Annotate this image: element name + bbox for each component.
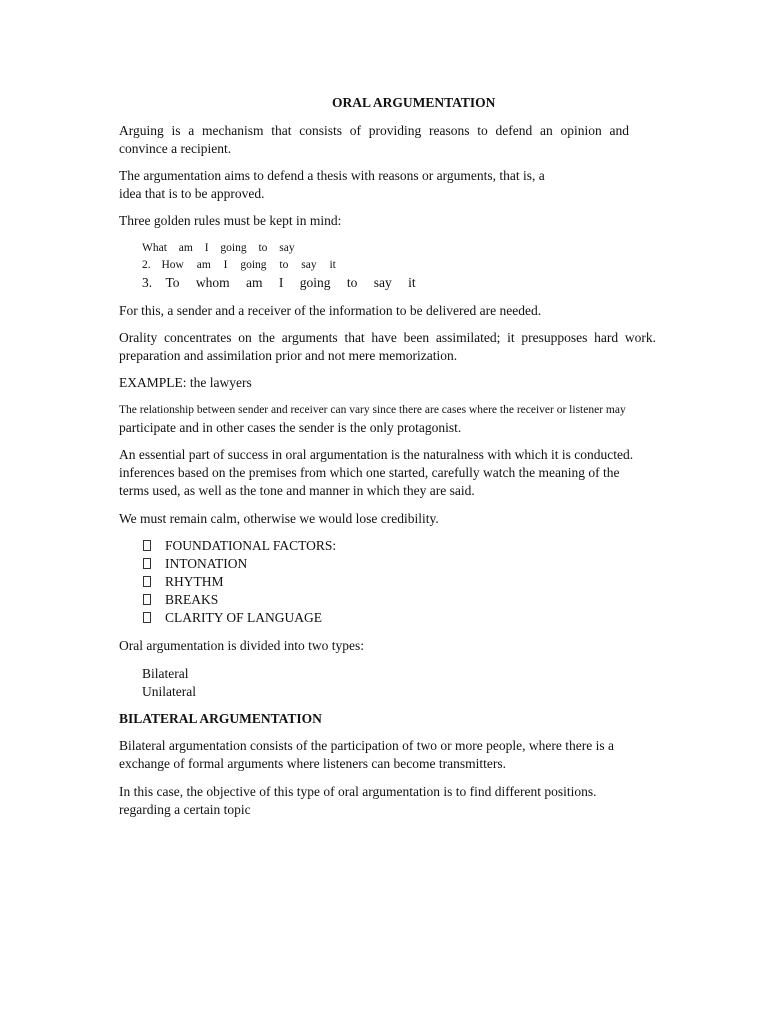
factor-label: RHYTHM: [165, 574, 224, 589]
factor-item-5: [143, 609, 322, 627]
paragraph-success-line1: An essential part of success in oral argumentation is the naturalness with which it is conducted.: [119, 447, 634, 462]
factor-label: FOUNDATIONAL FACTORS:: [165, 538, 337, 553]
paragraph-objective-line1: In this case, the objective of this type of oral argumentation is to find different positions.: [119, 784, 597, 799]
bullet-icon: [143, 594, 151, 605]
paragraph-success-line2: inferences based on the premises from which one started, carefully watch the meaning of the: [119, 465, 620, 480]
factor-item-2: [143, 555, 247, 573]
page-title: ORAL ARGUMENTATION: [332, 95, 496, 110]
paragraph-aim-line2: idea that is to be approved.: [119, 186, 265, 201]
paragraph-objective-line2: regarding a certain topic: [119, 802, 251, 817]
section-heading-bilateral: BILATERAL ARGUMENTATION: [119, 711, 322, 726]
factor-item-4: [143, 591, 218, 609]
paragraph-success-line3: terms used, as well as the tone and manner in which they are said.: [119, 483, 475, 498]
factor-label: CLARITY OF LANGUAGE: [165, 610, 322, 625]
paragraph-example: EXAMPLE: the lawyers: [119, 375, 252, 390]
bullet-icon: [143, 612, 151, 623]
paragraph-definition-line1: Arguing is a mechanism that consists of providing reasons to defend an opinion and: [119, 123, 629, 138]
bullet-icon: [143, 540, 151, 551]
rule-text-3: To whom am I going to say it: [165, 275, 416, 290]
bullet-icon: [143, 576, 151, 587]
paragraph-relationship-line2: participate and in other cases the sender is the only protagonist.: [119, 420, 462, 435]
factor-item-1: [143, 537, 336, 555]
rule-number-2: 2.: [142, 259, 151, 271]
type-item-bilateral: Bilateral: [142, 666, 189, 681]
paragraph-sender-receiver: For this, a sender and a receiver of the information to be delivered are needed.: [119, 303, 542, 318]
paragraph-bilateral-line1: Bilateral argumentation consists of the participation of two or more people, where there is a: [119, 738, 614, 753]
factor-label: INTONATION: [165, 556, 248, 571]
paragraph-rules-intro: Three golden rules must be kept in mind:: [119, 213, 342, 228]
paragraph-orality-line2: preparation and assimilation prior and not mere memorization.: [119, 348, 458, 363]
paragraph-types-intro: Oral argumentation is divided into two types:: [119, 638, 364, 653]
rule-item-1: What am I going to say: [142, 242, 295, 254]
rule-number-3: 3.: [142, 275, 153, 290]
paragraph-definition-line2: convince a recipient.: [119, 141, 232, 156]
factor-item-3: [143, 573, 224, 591]
paragraph-relationship-line1: The relationship between sender and receiver can vary since there are cases where the receiver or listener may: [119, 404, 626, 416]
rule-item-2: [142, 256, 336, 274]
bullet-icon: [143, 558, 151, 569]
paragraph-aim-line1: The argumentation aims to defend a thesis with reasons or arguments, that is, a: [119, 168, 545, 183]
factor-label: BREAKS: [165, 592, 219, 607]
paragraph-orality-line1: Orality concentrates on the arguments that have been assimilated; it presupposes hard work.: [119, 330, 656, 345]
rule-item-3: [142, 274, 416, 292]
type-item-unilateral: Unilateral: [142, 684, 196, 699]
paragraph-bilateral-line2: exchange of formal arguments where listeners can become transmitters.: [119, 756, 506, 771]
rule-text-2: How am I going to say it: [161, 259, 336, 271]
paragraph-calm: We must remain calm, otherwise we would lose credibility.: [119, 511, 439, 526]
